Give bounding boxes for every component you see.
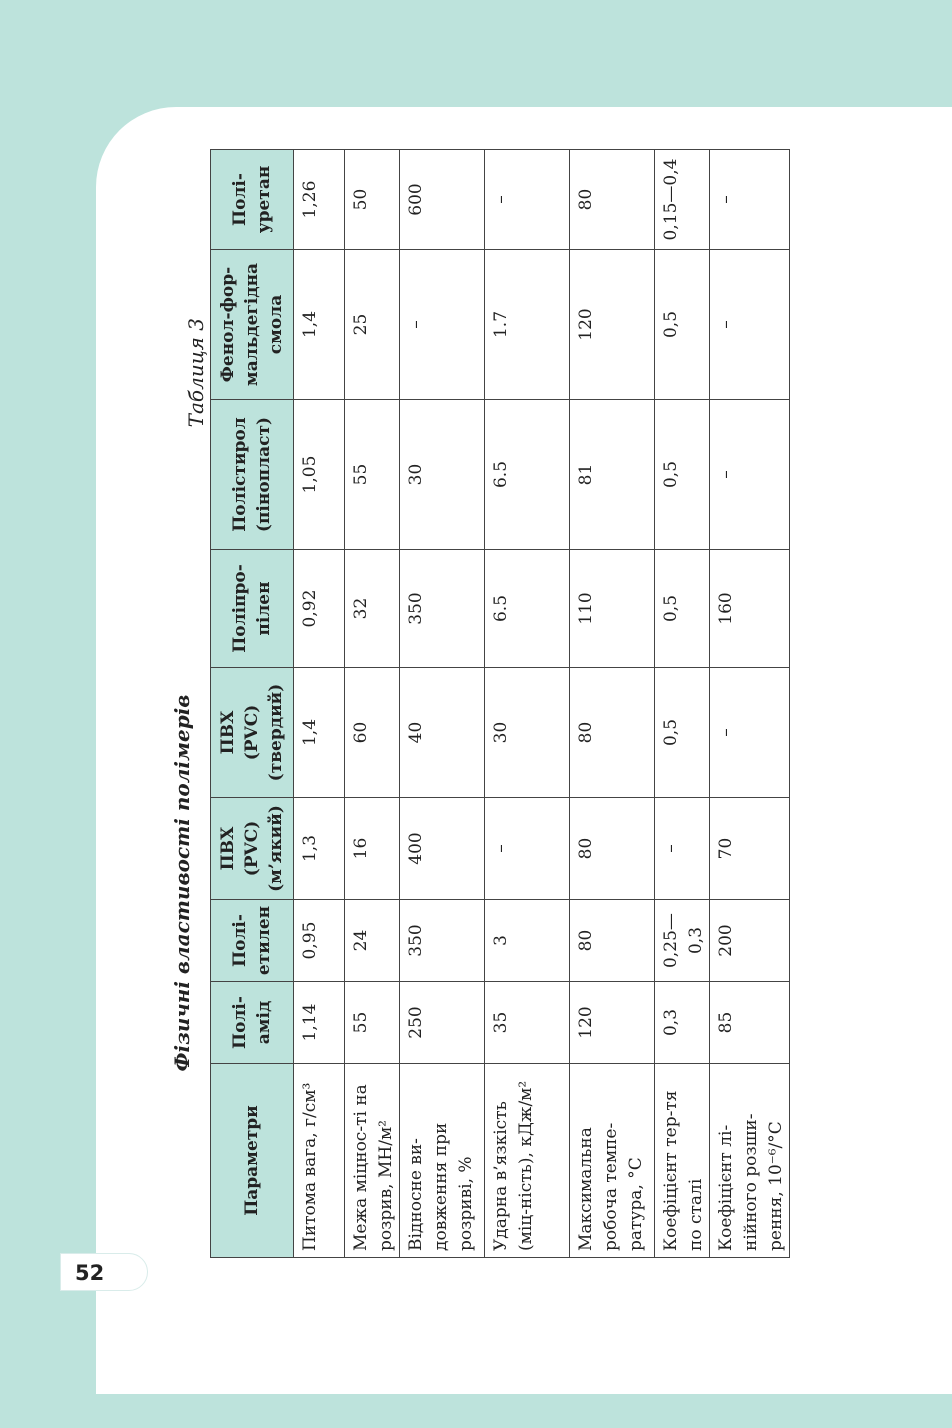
value-cell: 80: [570, 900, 655, 982]
page-number: 52: [60, 1253, 148, 1291]
table-row: [710, 150, 790, 1258]
value-cell: 6.5: [485, 550, 570, 668]
value-cell: 30: [400, 400, 485, 550]
value-cell: 1,3: [294, 798, 345, 900]
table-row: [400, 150, 485, 1258]
value-cell: 80: [570, 150, 655, 250]
value-cell: –: [655, 798, 710, 900]
value-cell: 120: [570, 250, 655, 400]
table-row: [345, 150, 400, 1258]
param-cell: Ударна в’язкість (міц-ність), кДж/м²: [485, 1064, 570, 1258]
value-cell: –: [710, 150, 790, 250]
value-cell: 80: [570, 668, 655, 798]
header-polietylen: Полі- етилен: [211, 900, 294, 982]
value-cell: 1,26: [294, 150, 345, 250]
table-row: [655, 150, 710, 1258]
param-cell: Відносне ви-довження при розриві, %: [400, 1064, 485, 1258]
value-cell: 80: [570, 798, 655, 900]
value-cell: 200: [710, 900, 790, 982]
value-cell: 0,25—0,3: [655, 900, 710, 982]
value-cell: 24: [345, 900, 400, 982]
value-cell: 0,5: [655, 668, 710, 798]
value-cell: 50: [345, 150, 400, 250]
value-cell: 40: [400, 668, 485, 798]
table-title: Фізичні властивості полімерів: [170, 694, 194, 1072]
value-cell: 350: [400, 550, 485, 668]
table-caption: Таблиця 3: [184, 318, 208, 428]
value-cell: 0,92: [294, 550, 345, 668]
value-cell: 70: [710, 798, 790, 900]
value-cell: –: [485, 150, 570, 250]
value-cell: 250: [400, 982, 485, 1064]
value-cell: 55: [345, 400, 400, 550]
param-cell: Межа міцнос-ті на розрив, МН/м²: [345, 1064, 400, 1258]
value-cell: 160: [710, 550, 790, 668]
value-cell: 6.5: [485, 400, 570, 550]
header-pvc-hard: ПВХ (PVC) (твердий): [211, 668, 294, 798]
header-poliuretan: Полі- уретан: [211, 150, 294, 250]
header-poliamid: Полі- амід: [211, 982, 294, 1064]
header-row: [211, 150, 294, 1258]
table-row: [570, 150, 655, 1258]
polymer-properties-table: [210, 149, 790, 1258]
value-cell: 81: [570, 400, 655, 550]
value-cell: 25: [345, 250, 400, 400]
value-cell: 3: [485, 900, 570, 982]
value-cell: 0,5: [655, 400, 710, 550]
value-cell: 0,15—0,4: [655, 150, 710, 250]
value-cell: 16: [345, 798, 400, 900]
value-cell: –: [710, 250, 790, 400]
header-polipropilen: Поліпро- пілен: [211, 550, 294, 668]
value-cell: 350: [400, 900, 485, 982]
value-cell: –: [710, 400, 790, 550]
value-cell: 30: [485, 668, 570, 798]
param-cell: Питома вага, г/см³: [294, 1064, 345, 1258]
value-cell: 60: [345, 668, 400, 798]
value-cell: 120: [570, 982, 655, 1064]
header-polistyrol: Полістирол (пінопласт): [211, 400, 294, 550]
value-cell: 0,95: [294, 900, 345, 982]
value-cell: 400: [400, 798, 485, 900]
value-cell: 85: [710, 982, 790, 1064]
table-row: [294, 150, 345, 1258]
value-cell: 32: [345, 550, 400, 668]
table-row: [485, 150, 570, 1258]
value-cell: –: [710, 668, 790, 798]
value-cell: 55: [345, 982, 400, 1064]
value-cell: –: [400, 250, 485, 400]
param-cell: Коефіцієнт тер-тя по сталі: [655, 1064, 710, 1258]
header-parameters: Параметри: [211, 1064, 294, 1258]
value-cell: 0,5: [655, 550, 710, 668]
value-cell: 1,4: [294, 250, 345, 400]
value-cell: 1,4: [294, 668, 345, 798]
value-cell: 110: [570, 550, 655, 668]
param-cell: Коефіцієнт лі-нійного розши-рення, 10⁻⁶/°С: [710, 1064, 790, 1258]
rotated-content: [170, 128, 876, 1428]
value-cell: 600: [400, 150, 485, 250]
header-pvc-soft: ПВХ (PVC) (м’який): [211, 798, 294, 900]
value-cell: 1,05: [294, 400, 345, 550]
value-cell: 1.7: [485, 250, 570, 400]
param-cell: Максимальна робоча темпе-ратура, °С: [570, 1064, 655, 1258]
value-cell: –: [485, 798, 570, 900]
value-cell: 1,14: [294, 982, 345, 1064]
value-cell: 0,3: [655, 982, 710, 1064]
header-fenol: Фенол-фор- мальдегідна смола: [211, 250, 294, 400]
value-cell: 35: [485, 982, 570, 1064]
value-cell: 0,5: [655, 250, 710, 400]
